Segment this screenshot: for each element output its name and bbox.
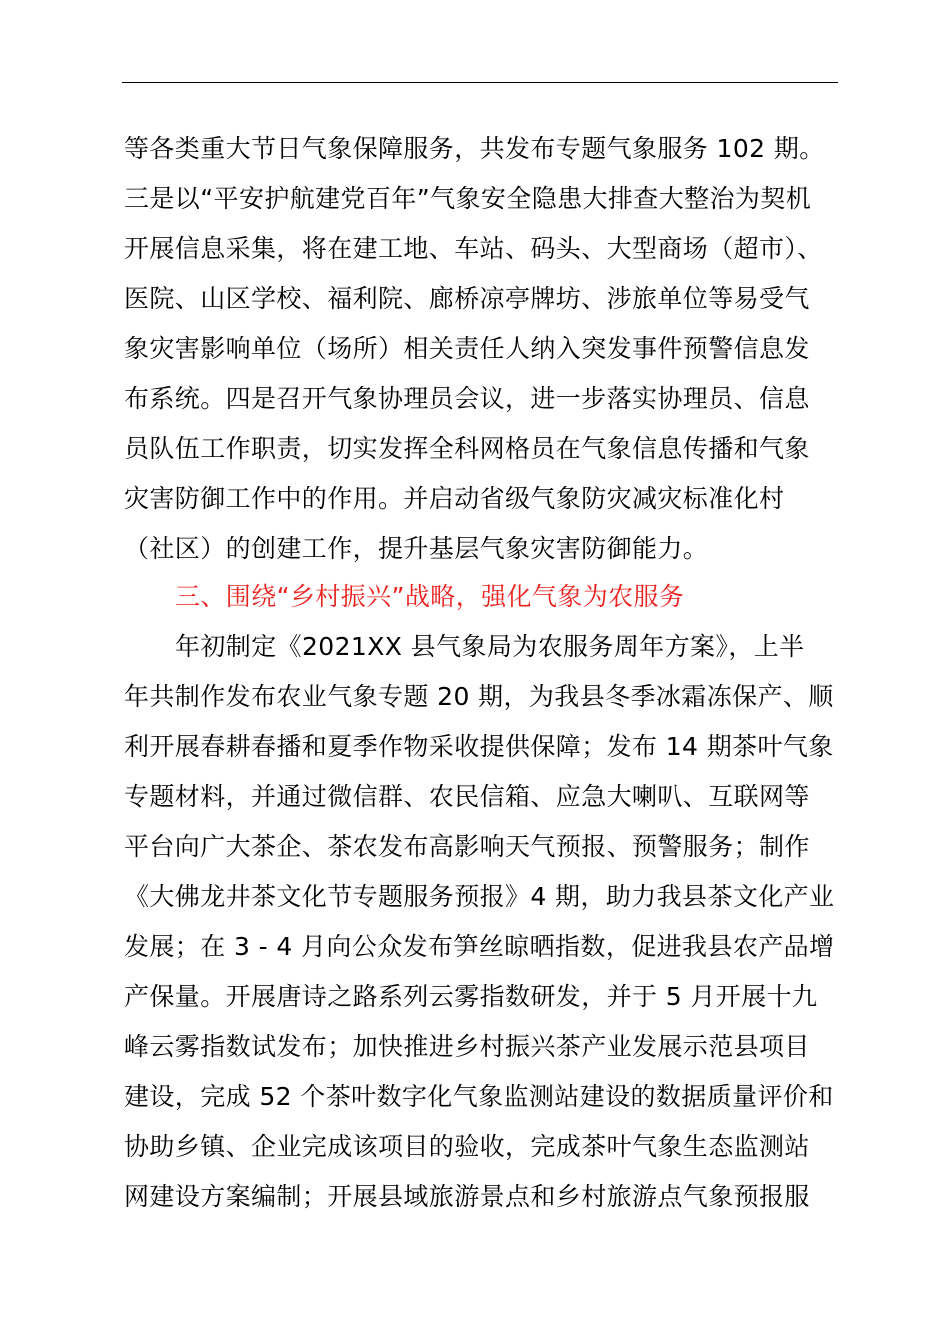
section-line: 网建设方案编制；开展县域旅游景点和乡村旅游点气象预报服 xyxy=(124,1182,810,1211)
body-line: （社区）的创建工作，提升基层气象灾害防御能力。 xyxy=(124,534,709,563)
section-line: 建设，完成 52 个茶叶数字化气象监测站建设的数据质量评价和 xyxy=(124,1082,834,1111)
body-line: 灾害防御工作中的作用。并启动省级气象防灾减灾标准化村 xyxy=(124,484,785,513)
body-line: 等各类重大节日气象保障服务，共发布专题气象服务 102 期。 xyxy=(124,134,825,163)
body-line: 员队伍工作职责，切实发挥全科网格员在气象信息传播和气象 xyxy=(124,434,810,463)
section-line: 《大佛龙井茶文化节专题服务预报》4 期，助力我县茶文化产业 xyxy=(124,882,835,911)
section-line: 发展；在 3 - 4 月向公众发布笋丝晾晒指数，促进我县农产品增 xyxy=(124,932,835,961)
section-line: 年共制作发布农业气象专题 20 期，为我县冬季冰霜冻保产、顺 xyxy=(124,682,834,711)
body-line: 医院、山区学校、福利院、廊桥凉亭牌坊、涉旅单位等易受气 xyxy=(124,284,810,313)
section-heading: 三、围绕“乡村振兴”战略，强化气象为农服务 xyxy=(175,582,685,611)
header-rule xyxy=(122,82,838,83)
section-line: 峰云雾指数试发布；加快推进乡村振兴茶产业发展示范县项目 xyxy=(124,1032,810,1061)
section-line: 平台向广大茶企、茶农发布高影响天气预报、预警服务；制作 xyxy=(124,832,810,861)
section-line: 产保量。开展唐诗之路系列云雾指数研发，并于 5 月开展十九 xyxy=(124,982,818,1011)
section-line: 协助乡镇、企业完成该项目的验收，完成茶叶气象生态监测站 xyxy=(124,1132,810,1161)
section-line: 利开展春耕春播和夏季作物采收提供保障；发布 14 期茶叶气象 xyxy=(124,732,834,761)
body-line: 布系统。四是召开气象协理员会议，进一步落实协理员、信息 xyxy=(124,384,810,413)
section-line: 年初制定《2021XX 县气象局为农服务周年方案》，上半 xyxy=(175,632,805,661)
body-line: 象灾害影响单位（场所）相关责任人纳入突发事件预警信息发 xyxy=(124,334,810,363)
section-line: 专题材料，并通过微信群、农民信箱、应急大喇叭、互联网等 xyxy=(124,782,810,811)
body-line: 开展信息采集，将在建工地、车站、码头、大型商场（超市）、 xyxy=(124,234,823,263)
body-line: 三是以“平安护航建党百年”气象安全隐患大排查大整治为契机 xyxy=(124,184,812,213)
